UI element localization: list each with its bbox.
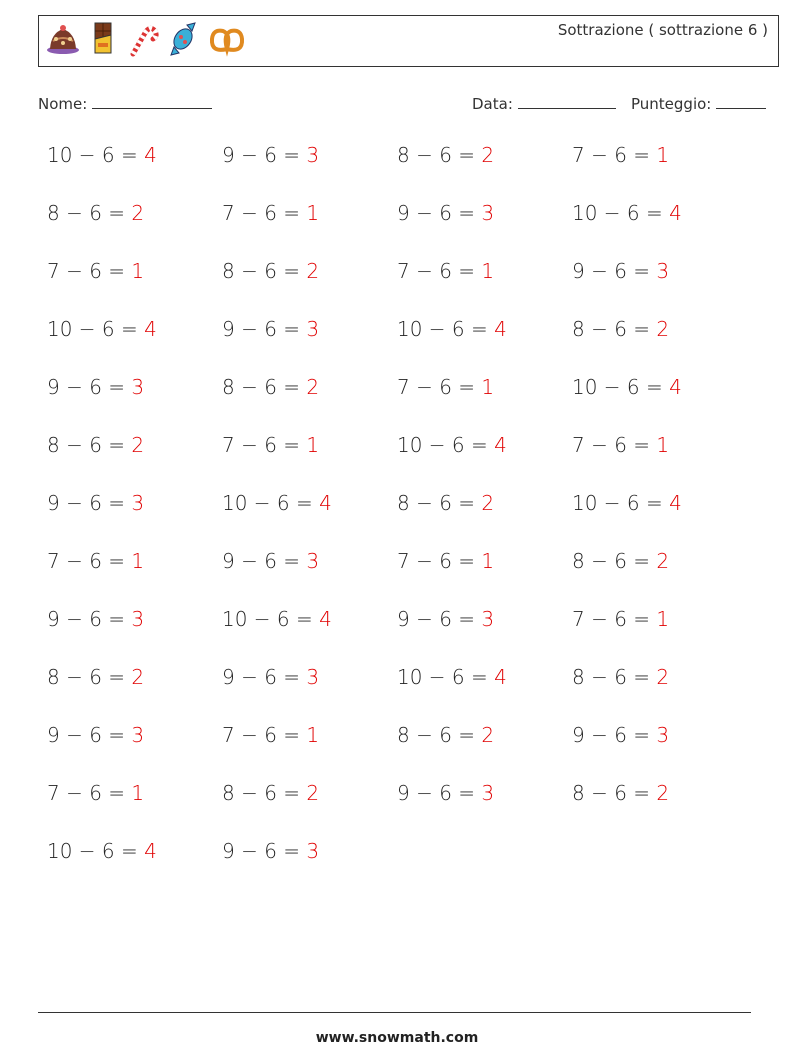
problem-item [397,201,494,225]
problem-answer: 3 [306,143,320,167]
candy-cane-icon [125,21,159,57]
worksheet-header [38,15,779,67]
problem-question: 7 − 6 = [222,433,301,457]
problem-answer: 2 [481,723,495,747]
name-field [38,93,212,113]
problem-answer: 4 [319,491,332,515]
problem-item [222,259,319,283]
problem-answer: 1 [656,607,670,631]
problem-answer: 3 [306,549,320,573]
problem-answer: 3 [656,259,670,283]
problem-item [47,491,144,515]
problem-question: 7 − 6 = [572,143,651,167]
problem-item [222,607,332,631]
icon-strip [45,21,247,57]
problem-question: 7 − 6 = [222,723,301,747]
problem-answer: 3 [481,201,495,225]
problem-item [572,201,682,225]
problem-answer: 1 [481,549,495,573]
problem-answer: 1 [131,259,145,283]
problem-question: 9 − 6 = [222,143,301,167]
problem-answer: 2 [131,433,145,457]
problem-item [47,839,157,863]
problem-answer: 1 [306,201,320,225]
problem-item [397,549,494,573]
problem-question: 7 − 6 = [397,259,476,283]
problem-item [222,665,319,689]
problem-answer: 1 [306,433,320,457]
problem-question: 10 − 6 = [222,491,313,515]
problem-question: 10 − 6 = [397,317,488,341]
problem-answer: 3 [481,607,495,631]
problem-item [222,317,319,341]
problem-question: 8 − 6 = [222,375,301,399]
problem-answer: 4 [144,839,157,863]
problem-answer: 4 [494,433,507,457]
problem-answer: 3 [656,723,670,747]
problem-answer: 4 [144,317,157,341]
problem-question: 9 − 6 = [222,665,301,689]
problem-question: 8 − 6 = [572,781,651,805]
problem-question: 10 − 6 = [397,433,488,457]
problem-question: 9 − 6 = [572,259,651,283]
problem-answer: 2 [481,491,495,515]
problem-item [397,723,494,747]
problem-question: 10 − 6 = [397,665,488,689]
problem-answer: 3 [131,491,145,515]
score-label: Punteggio: [631,95,712,113]
problem-item [222,433,319,457]
problem-question: 9 − 6 = [47,491,126,515]
problem-item [572,143,669,167]
problem-answer: 1 [481,375,495,399]
problem-item [397,665,507,689]
problem-answer: 1 [481,259,495,283]
problem-item [572,491,682,515]
problem-question: 9 − 6 = [47,607,126,631]
problem-item [397,433,507,457]
problem-question: 10 − 6 = [47,143,138,167]
problem-answer: 1 [306,723,320,747]
problem-item [222,839,319,863]
problem-item [47,549,144,573]
problem-question: 9 − 6 = [572,723,651,747]
problem-question: 8 − 6 = [397,491,476,515]
date-blank[interactable] [518,93,616,109]
problem-item [222,375,319,399]
problem-question: 9 − 6 = [47,723,126,747]
problem-answer: 4 [319,607,332,631]
problem-answer: 4 [144,143,157,167]
problem-item [47,317,157,341]
problem-answer: 1 [656,143,670,167]
problem-item [47,781,144,805]
problem-question: 9 − 6 = [397,201,476,225]
problem-answer: 1 [131,549,145,573]
problem-question: 10 − 6 = [572,201,663,225]
problem-item [572,781,669,805]
problem-answer: 4 [669,375,682,399]
problem-question: 8 − 6 = [47,201,126,225]
date-label: Data: [472,95,513,113]
problem-item [47,143,157,167]
problem-question: 7 − 6 = [222,201,301,225]
problem-question: 7 − 6 = [397,375,476,399]
pretzel-icon [207,21,247,57]
problem-answer: 2 [306,781,320,805]
problem-question: 9 − 6 = [397,607,476,631]
problem-answer: 2 [656,549,670,573]
problem-item [47,259,144,283]
problem-item [47,665,144,689]
problem-answer: 2 [481,143,495,167]
problem-answer: 3 [306,839,320,863]
problem-answer: 1 [131,781,145,805]
problem-item [47,375,144,399]
problem-question: 7 − 6 = [397,549,476,573]
problem-item [397,317,507,341]
problem-item [47,433,144,457]
problem-answer: 4 [669,491,682,515]
problem-item [572,433,669,457]
problem-item [222,549,319,573]
footer-divider [38,1012,751,1013]
problem-answer: 2 [656,781,670,805]
problem-question: 8 − 6 = [222,259,301,283]
name-blank[interactable] [92,93,212,109]
problem-question: 9 − 6 = [222,839,301,863]
problem-question: 7 − 6 = [47,259,126,283]
problem-answer: 2 [131,201,145,225]
problem-question: 9 − 6 = [222,549,301,573]
problem-item [572,607,669,631]
problem-item [572,375,682,399]
problem-item [397,375,494,399]
problem-question: 7 − 6 = [47,549,126,573]
problem-question: 9 − 6 = [222,317,301,341]
problem-item [572,549,669,573]
problem-answer: 4 [494,317,507,341]
problem-question: 8 − 6 = [572,665,651,689]
problem-question: 7 − 6 = [47,781,126,805]
footer-site: www.snowmath.com [315,1030,479,1046]
score-field [631,93,766,113]
problem-item [397,607,494,631]
problem-question: 7 − 6 = [572,433,651,457]
problem-item [397,143,494,167]
problem-answer: 2 [306,259,320,283]
problem-answer: 3 [131,607,145,631]
problem-question: 8 − 6 = [572,549,651,573]
problem-question: 10 − 6 = [572,491,663,515]
problem-item [572,317,669,341]
problem-question: 8 − 6 = [222,781,301,805]
problem-question: 8 − 6 = [572,317,651,341]
problem-answer: 3 [306,317,320,341]
problem-item [222,143,319,167]
problem-answer: 3 [131,723,145,747]
chocolate-bar-icon [89,21,117,57]
problem-question: 8 − 6 = [47,665,126,689]
problem-question: 8 − 6 = [47,433,126,457]
problem-answer: 1 [656,433,670,457]
problem-item [222,781,319,805]
problem-question: 10 − 6 = [47,317,138,341]
problem-item [222,201,319,225]
date-field [472,93,616,113]
problem-question: 9 − 6 = [47,375,126,399]
problem-question: 10 − 6 = [572,375,663,399]
problem-answer: 2 [656,317,670,341]
problem-item [397,491,494,515]
problem-answer: 4 [669,201,682,225]
problem-answer: 2 [131,665,145,689]
problem-item [47,201,144,225]
problem-question: 10 − 6 = [47,839,138,863]
problem-item [397,781,494,805]
problem-answer: 3 [306,665,320,689]
wrapped-candy-icon [167,21,199,57]
score-blank[interactable] [716,93,766,109]
problem-item [397,259,494,283]
problem-answer: 4 [494,665,507,689]
problem-question: 10 − 6 = [222,607,313,631]
problem-answer: 3 [131,375,145,399]
problem-question: 8 − 6 = [397,723,476,747]
problem-answer: 3 [481,781,495,805]
problem-item [222,723,319,747]
problem-item [572,665,669,689]
problem-question: 8 − 6 = [397,143,476,167]
problem-item [47,607,144,631]
cake-icon [45,21,81,57]
problem-answer: 2 [306,375,320,399]
name-label: Nome: [38,95,88,113]
worksheet-title: Sottrazione ( sottrazione 6 ) [557,21,768,39]
problem-item [572,723,669,747]
problem-item [47,723,144,747]
problem-item [572,259,669,283]
problem-question: 7 − 6 = [572,607,651,631]
problem-item [222,491,332,515]
problem-question: 9 − 6 = [397,781,476,805]
problem-answer: 2 [656,665,670,689]
